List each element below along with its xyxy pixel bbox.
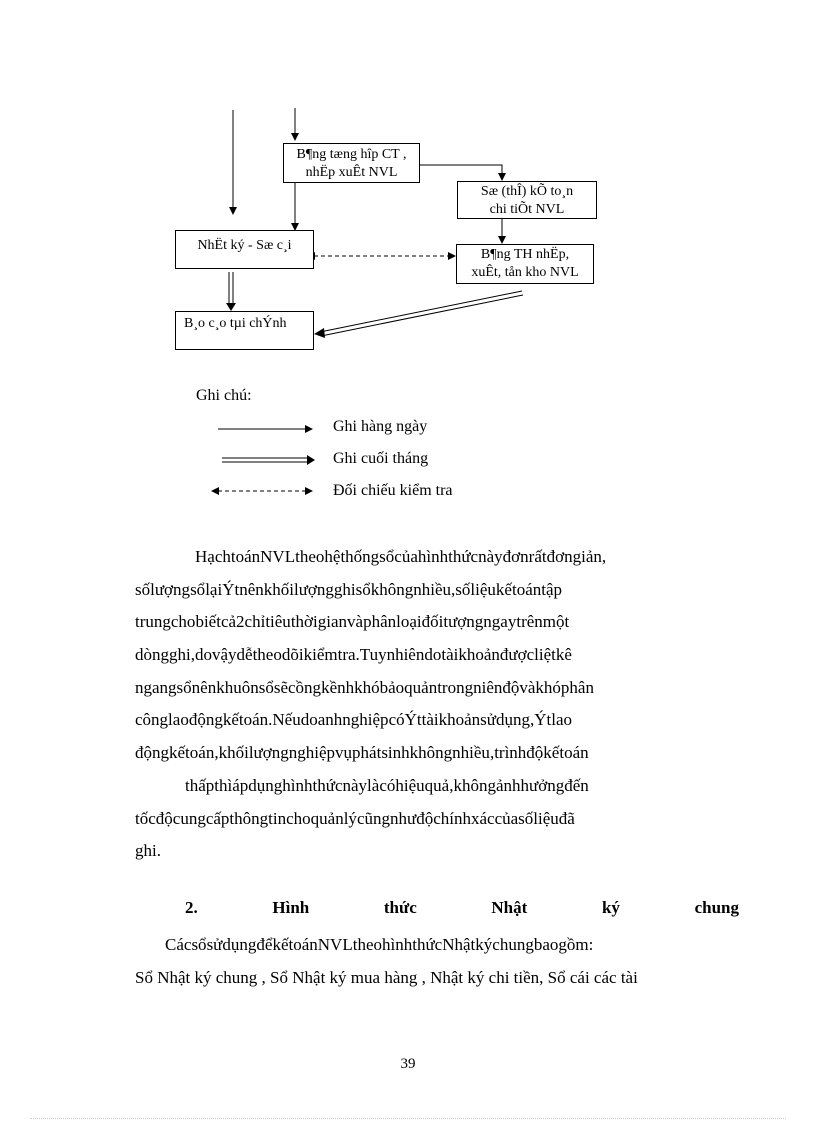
heading-word: thức bbox=[383, 898, 417, 917]
word: đối bbox=[421, 612, 444, 632]
word: lao bbox=[551, 710, 573, 730]
word: ghi bbox=[169, 645, 191, 665]
word: hình bbox=[382, 935, 413, 954]
legend-label-monthly: Ghi cuối tháng bbox=[333, 450, 429, 467]
word: hình bbox=[417, 547, 449, 566]
word: do bbox=[194, 645, 212, 665]
text-line bbox=[135, 541, 739, 574]
word: hình bbox=[282, 775, 313, 795]
word: tài bbox=[421, 710, 439, 730]
text-line bbox=[135, 574, 739, 607]
word: đã bbox=[558, 808, 575, 828]
word: thời bbox=[290, 612, 318, 632]
word: hưởng bbox=[520, 775, 565, 795]
word: sổ bbox=[190, 579, 206, 599]
word: khó bbox=[354, 677, 380, 697]
word: phân bbox=[363, 612, 397, 632]
word: áp bbox=[232, 775, 249, 795]
word: toán bbox=[511, 579, 542, 599]
word: thức bbox=[412, 935, 443, 954]
word: nhiều bbox=[452, 743, 490, 763]
flow-diagram bbox=[0, 0, 816, 560]
word: , bbox=[190, 645, 195, 665]
text-line bbox=[135, 704, 739, 737]
word: liệu bbox=[533, 808, 559, 828]
word: của bbox=[394, 547, 418, 566]
heading-word: Nhật bbox=[491, 898, 528, 917]
word: , bbox=[449, 775, 454, 795]
word: đơn bbox=[546, 547, 573, 566]
word: động bbox=[188, 710, 223, 730]
word: toán bbox=[238, 710, 269, 730]
heading-word: Hình bbox=[272, 898, 310, 917]
paragraph-nhat-ky-chung bbox=[135, 929, 739, 994]
word: cả bbox=[220, 612, 237, 632]
word: độ bbox=[155, 808, 173, 828]
word: nhiều bbox=[413, 579, 452, 599]
word: xác bbox=[470, 808, 495, 828]
word: rất bbox=[528, 547, 547, 566]
word: tài bbox=[441, 645, 459, 665]
word: bảo bbox=[379, 677, 405, 697]
word: số bbox=[455, 579, 471, 599]
word: dễ bbox=[236, 645, 253, 665]
word: để bbox=[256, 935, 273, 954]
box-bao-cao-tai-chinh: B¸o c¸o tµi chÝnh bbox=[175, 311, 314, 350]
word: loại bbox=[396, 612, 422, 632]
word: khó bbox=[535, 677, 561, 697]
word: tập bbox=[541, 579, 563, 599]
word: một bbox=[542, 612, 570, 632]
word: khối bbox=[218, 743, 249, 763]
word: hệ bbox=[324, 547, 341, 566]
word: toán bbox=[559, 743, 589, 763]
word: kế bbox=[169, 743, 186, 763]
word: tượng bbox=[443, 612, 484, 632]
legend-double-line bbox=[307, 455, 315, 465]
word: bao bbox=[533, 935, 559, 954]
word: quản bbox=[310, 808, 344, 828]
word: đơn bbox=[502, 547, 529, 566]
word: động bbox=[135, 743, 169, 763]
word: toán bbox=[185, 743, 215, 763]
word: ảnh bbox=[495, 775, 521, 795]
word: kế bbox=[222, 710, 239, 730]
heading-word: chung bbox=[694, 898, 739, 917]
word: khoản bbox=[458, 645, 500, 665]
word: NVL bbox=[317, 935, 353, 954]
text-line bbox=[135, 639, 739, 672]
word: niên bbox=[473, 677, 503, 697]
word: kế bbox=[495, 579, 512, 599]
word: quản bbox=[404, 677, 438, 697]
word: , bbox=[489, 743, 495, 763]
word: đến bbox=[564, 775, 589, 795]
word: kềnh bbox=[321, 677, 355, 697]
word: và bbox=[347, 612, 364, 632]
word: số bbox=[135, 579, 151, 599]
word: thức bbox=[312, 775, 343, 795]
word: thức bbox=[448, 547, 479, 566]
page-number: 39 bbox=[400, 1056, 416, 1072]
word: nên bbox=[191, 677, 217, 697]
word: không bbox=[409, 743, 453, 763]
text-line: ghi. bbox=[135, 841, 161, 861]
word: độ bbox=[416, 808, 434, 828]
word: của bbox=[494, 808, 519, 828]
word: doanh bbox=[300, 710, 343, 730]
word: cho bbox=[286, 808, 311, 828]
word: cũng bbox=[356, 808, 390, 828]
word: do bbox=[424, 645, 442, 665]
word: chính bbox=[433, 808, 471, 828]
word: toán bbox=[230, 547, 261, 566]
word: không bbox=[453, 775, 496, 795]
word: khuôn bbox=[216, 677, 259, 697]
word: thấp bbox=[185, 775, 215, 795]
arrow-bang-to-so-the bbox=[420, 165, 502, 180]
word: sẽ bbox=[273, 677, 289, 697]
arrow-double-nhat-ky-to-bao-cao bbox=[226, 303, 236, 311]
word: sử bbox=[480, 710, 496, 730]
word: theo bbox=[295, 547, 325, 566]
word: thì bbox=[214, 775, 233, 795]
word: ghi bbox=[333, 579, 356, 599]
word: 2 bbox=[236, 612, 245, 632]
word: dụng bbox=[496, 710, 530, 730]
word: Hạch bbox=[195, 547, 231, 566]
word: kế bbox=[543, 743, 560, 763]
box-nhat-ky-so-cai: NhËt ký - Sæ c¸i bbox=[175, 230, 314, 269]
word: sổ bbox=[379, 547, 395, 566]
word: liệt bbox=[534, 645, 556, 665]
word: ký bbox=[475, 935, 493, 954]
word: trên bbox=[516, 612, 543, 632]
word: hiệu bbox=[395, 775, 425, 795]
word: dụng bbox=[222, 935, 257, 954]
word: này bbox=[478, 547, 503, 566]
word: số bbox=[518, 808, 534, 828]
word: có bbox=[388, 710, 405, 730]
word: lao bbox=[168, 710, 189, 730]
word: Các bbox=[165, 935, 192, 954]
word: không bbox=[370, 579, 414, 599]
word: Ýt bbox=[222, 579, 240, 599]
box-so-the-chi-tiet: Sæ (thÎ) kÕ to¸n chi tiÕt NVL bbox=[457, 181, 597, 219]
word: thống bbox=[340, 547, 380, 566]
text-line bbox=[135, 672, 739, 705]
word: nhiên bbox=[386, 645, 425, 665]
word: trong bbox=[437, 677, 474, 697]
word: kê bbox=[555, 645, 572, 665]
word: sổ bbox=[258, 677, 274, 697]
text-line bbox=[135, 737, 739, 770]
word: biết bbox=[195, 612, 221, 632]
word: Ýt bbox=[534, 710, 552, 730]
word: tiêu bbox=[265, 612, 291, 632]
word: tốc bbox=[135, 808, 156, 828]
word: lượng bbox=[150, 579, 191, 599]
word: phát bbox=[352, 743, 382, 763]
word: dõi bbox=[281, 645, 304, 665]
word: và bbox=[519, 677, 536, 697]
word: phân bbox=[560, 677, 594, 697]
word: sử bbox=[206, 935, 223, 954]
word: kiểm bbox=[303, 645, 338, 665]
word: lượng bbox=[248, 743, 289, 763]
heading-word: ký bbox=[601, 898, 620, 917]
word: có bbox=[379, 775, 396, 795]
legend-label-daily: Ghi hàng ngày bbox=[333, 418, 428, 435]
word: , bbox=[214, 743, 219, 763]
word: liệu bbox=[470, 579, 496, 599]
word: vụ bbox=[335, 743, 353, 763]
word: , bbox=[451, 579, 456, 599]
word: cấp bbox=[205, 808, 230, 828]
word: được bbox=[499, 645, 535, 665]
word: Nhật bbox=[442, 935, 476, 954]
word: chung bbox=[492, 935, 534, 954]
word: . bbox=[355, 645, 360, 665]
word: , bbox=[601, 547, 607, 566]
section-heading bbox=[185, 898, 739, 918]
word: nghiệp bbox=[342, 710, 389, 730]
legend-title: Ghi chú: bbox=[196, 387, 252, 404]
heading-word: 2. bbox=[185, 898, 198, 917]
word: lượng bbox=[293, 579, 334, 599]
word: dòng bbox=[135, 645, 169, 665]
box-bang-tong-hop-ct: B¶ng tæng hîp CT , nhËp xuÊt NVL bbox=[283, 143, 420, 183]
word: như bbox=[389, 808, 417, 828]
word: NVL bbox=[260, 547, 296, 566]
word: cho bbox=[170, 612, 196, 632]
text-line bbox=[135, 606, 739, 639]
word: lại bbox=[205, 579, 223, 599]
word: quả bbox=[424, 775, 450, 795]
word: ngay bbox=[483, 612, 517, 632]
word: sinh bbox=[381, 743, 410, 763]
word: nên bbox=[239, 579, 264, 599]
text-line bbox=[135, 770, 739, 803]
box-bang-th-nhap-xuat: B¶ng TH nhËp, xuÊt, tån kho NVL bbox=[456, 244, 594, 284]
word: ngang bbox=[135, 677, 177, 697]
word: này bbox=[342, 775, 368, 795]
word: , bbox=[530, 710, 535, 730]
word: sổ bbox=[355, 579, 371, 599]
word: Nếu bbox=[272, 710, 301, 730]
word: trình bbox=[494, 743, 527, 763]
word: vậy bbox=[211, 645, 237, 665]
legend-label-reconcile: Đối chiếu kiểm tra bbox=[333, 482, 453, 499]
word: giản bbox=[572, 547, 602, 566]
word: . bbox=[268, 710, 273, 730]
word: lý bbox=[343, 808, 357, 828]
word: công bbox=[135, 710, 169, 730]
paragraph-hach-toan bbox=[135, 541, 739, 868]
word: toán bbox=[288, 935, 318, 954]
word: Ýt bbox=[404, 710, 422, 730]
page-bottom-rule bbox=[30, 1118, 786, 1119]
word: độ bbox=[526, 743, 544, 763]
word: sổ bbox=[176, 677, 192, 697]
word: trung bbox=[135, 612, 171, 632]
word: sổ bbox=[191, 935, 207, 954]
word: chỉ bbox=[244, 612, 266, 632]
word: tin bbox=[268, 808, 287, 828]
word: thông bbox=[229, 808, 269, 828]
text-line bbox=[135, 929, 739, 962]
text-line: Sổ Nhật ký chung , Sổ Nhật ký mua hàng , Nhật ký chi tiền, Sổ cái các tài bbox=[135, 967, 638, 987]
word: Tuy bbox=[359, 645, 387, 665]
word: khoản bbox=[438, 710, 481, 730]
word: theo bbox=[252, 645, 282, 665]
word: dụng bbox=[248, 775, 283, 795]
word: theo bbox=[352, 935, 383, 954]
word: tra bbox=[337, 645, 356, 665]
text-line bbox=[135, 803, 739, 836]
word: cung bbox=[172, 808, 206, 828]
word: gian bbox=[317, 612, 348, 632]
word: kế bbox=[272, 935, 289, 954]
word: nghiệp bbox=[288, 743, 336, 763]
word: khối bbox=[263, 579, 294, 599]
word: cồng bbox=[288, 677, 322, 697]
word: độ bbox=[502, 677, 520, 697]
word: là bbox=[367, 775, 380, 795]
word: gồm: bbox=[558, 935, 594, 954]
arrow-double-bang-th-to-bao-cao bbox=[314, 328, 325, 338]
